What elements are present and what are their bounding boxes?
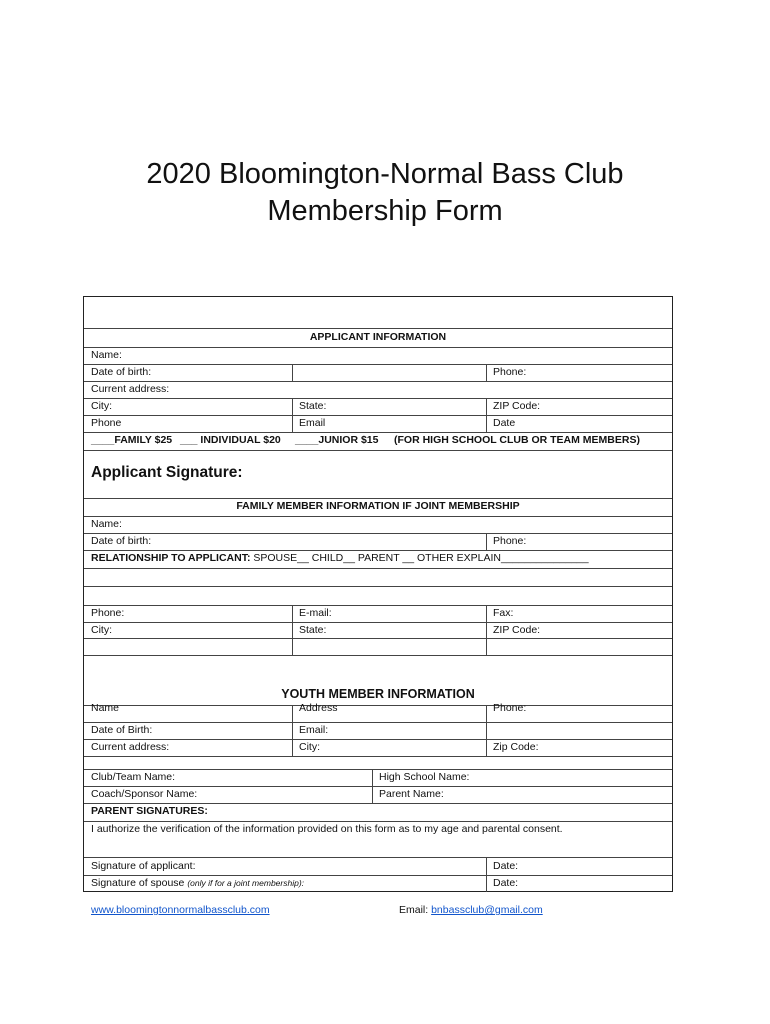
family-name-field[interactable]: Name: bbox=[91, 518, 122, 530]
applicant-section-header: APPLICANT INFORMATION bbox=[309, 331, 447, 343]
membership-form-table bbox=[83, 296, 673, 892]
applicant-name-field[interactable]: Name: bbox=[91, 349, 122, 361]
youth-email-field[interactable]: Email: bbox=[299, 724, 329, 736]
family-email-field[interactable]: E-mail: bbox=[299, 607, 332, 619]
family-fax-field[interactable]: Fax: bbox=[493, 607, 514, 619]
email-label: Email: bbox=[399, 904, 432, 916]
relationship-field[interactable] bbox=[91, 552, 589, 565]
spouse-signature-note: (only if for a joint membership): bbox=[187, 878, 305, 888]
applicant-dob-field[interactable]: Date of birth: bbox=[91, 366, 152, 378]
youth-section-header: YOUTH MEMBER INFORMATION bbox=[281, 687, 475, 701]
applicant-address-field[interactable]: Current address: bbox=[91, 383, 170, 395]
applicant-zip-field[interactable]: ZIP Code: bbox=[493, 400, 541, 412]
authorization-statement: I authorize the verification of the information provided on this form as to my age and parental consent. bbox=[91, 823, 563, 835]
youth-dob-field[interactable]: Date of Birth: bbox=[91, 724, 153, 736]
membership-option-family[interactable]: ____FAMILY $25 bbox=[91, 434, 173, 446]
junior-membership-note: (FOR HIGH SCHOOL CLUB OR TEAM MEMBERS) bbox=[394, 434, 640, 446]
applicant-signature-field[interactable]: Applicant Signature: bbox=[91, 464, 243, 481]
form-title-line1: 2020 Bloomington-Normal Bass Club bbox=[146, 158, 624, 190]
youth-name-field[interactable]: Name bbox=[91, 702, 120, 714]
applicant-signature-date[interactable]: Date: bbox=[493, 860, 519, 872]
family-phone2-field[interactable]: Phone: bbox=[91, 607, 125, 619]
family-section-header: FAMILY MEMBER INFORMATION IF JOINT MEMBERSHIP bbox=[236, 500, 520, 512]
high-school-name-field[interactable]: High School Name: bbox=[379, 771, 470, 783]
family-zip-field[interactable]: ZIP Code: bbox=[493, 624, 541, 636]
applicant-signature-line[interactable]: Signature of applicant: bbox=[91, 860, 196, 872]
coach-sponsor-name-field[interactable]: Coach/Sponsor Name: bbox=[91, 788, 198, 800]
parent-name-field[interactable]: Parent Name: bbox=[379, 788, 444, 800]
family-phone-field[interactable]: Phone: bbox=[493, 535, 527, 547]
family-state-field[interactable]: State: bbox=[299, 624, 327, 636]
form-title-line2: Membership Form bbox=[267, 195, 503, 227]
membership-option-junior[interactable]: ____JUNIOR $15 bbox=[295, 434, 379, 446]
youth-address-field[interactable]: Address bbox=[299, 702, 338, 714]
spouse-signature-line[interactable] bbox=[91, 877, 304, 890]
applicant-phone2-field[interactable]: Phone bbox=[91, 417, 122, 429]
spouse-signature-date[interactable]: Date: bbox=[493, 877, 519, 889]
youth-zip-field[interactable]: Zip Code: bbox=[493, 741, 539, 753]
youth-city-field[interactable]: City: bbox=[299, 741, 320, 753]
membership-option-individual[interactable]: ___ INDIVIDUAL $20 bbox=[180, 434, 281, 446]
spouse-signature-label: Signature of spouse bbox=[91, 877, 188, 889]
applicant-state-field[interactable]: State: bbox=[299, 400, 327, 412]
website-link-container bbox=[91, 904, 270, 916]
applicant-email-field[interactable]: Email bbox=[299, 417, 326, 429]
relationship-options[interactable]: SPOUSE__ CHILD__ PARENT __ OTHER EXPLAIN_______________ bbox=[250, 552, 589, 564]
applicant-date-field[interactable]: Date bbox=[493, 417, 516, 429]
applicant-city-field[interactable]: City: bbox=[91, 400, 112, 412]
club-team-name-field[interactable]: Club/Team Name: bbox=[91, 771, 176, 783]
parent-signatures-label: PARENT SIGNATURES: bbox=[91, 805, 208, 817]
email-link[interactable]: bnbassclub@gmail.com bbox=[431, 904, 543, 916]
family-city-field[interactable]: City: bbox=[91, 624, 112, 636]
footer-email bbox=[399, 904, 543, 916]
website-link[interactable]: www.bloomingtonnormalbassclub.com bbox=[91, 904, 270, 916]
youth-phone-field[interactable]: Phone: bbox=[493, 702, 527, 714]
family-dob-field[interactable]: Date of birth: bbox=[91, 535, 152, 547]
youth-current-address-field[interactable]: Current address: bbox=[91, 741, 170, 753]
relationship-label: RELATIONSHIP TO APPLICANT: bbox=[91, 552, 251, 564]
applicant-phone-field[interactable]: Phone: bbox=[493, 366, 527, 378]
